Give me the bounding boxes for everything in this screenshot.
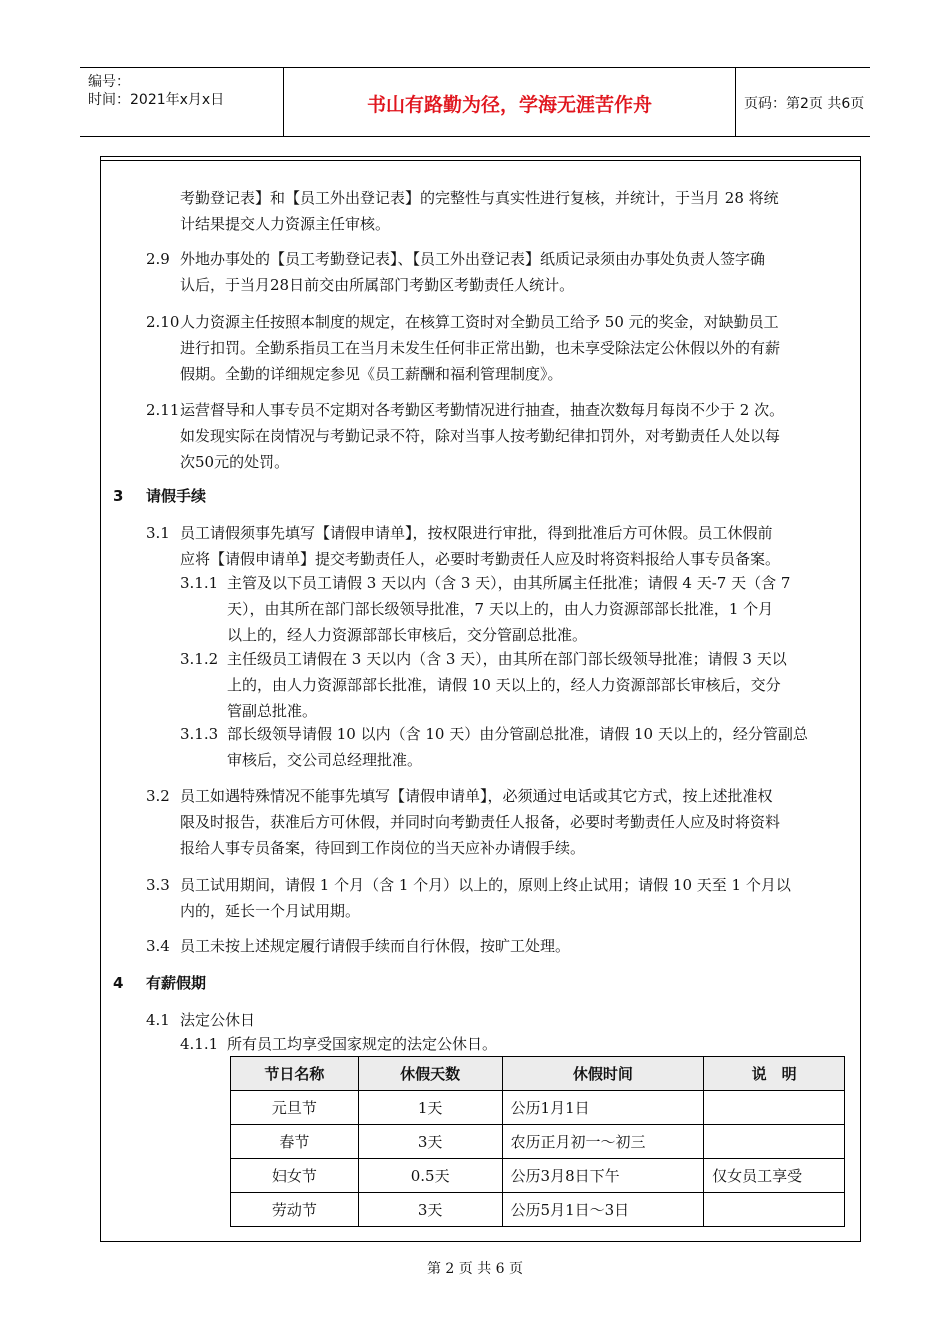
paragraph-line: 限及时报告，获准后方可休假，并同时向考勤责任人报备，必要时考勤责任人应及时将资料 (180, 813, 781, 831)
clause-number: 3.1.1 (180, 574, 219, 592)
paragraph-line: 员工如遇特殊情况不能事先填写【请假申请单】，必须通过电话或其它方式，按上述批准权 (180, 787, 773, 805)
paragraph-line: 假期。全勤的详细规定参见《员工薪酬和福利管理制度》。 (180, 365, 563, 383)
header-motto: 书山有路勤为径，学海无涯苦作舟 (366, 94, 652, 116)
table-cell: 春节 (231, 1125, 359, 1159)
table-row (231, 1159, 845, 1193)
clause-number: 3.3 (146, 876, 170, 894)
table-cell: 公历3月8日下午 (502, 1159, 704, 1193)
header-meta-cell (80, 68, 283, 136)
page-footer: 第 2 页 共 6 页 (426, 1261, 524, 1277)
paragraph-line: 员工请假须事先填写【请假申请单】，按权限进行审批，得到批准后方可休假。员工休假前 (180, 524, 773, 542)
paragraph-line: 以上的，经人力资源部部长审核后，交分管副总批准。 (227, 626, 588, 644)
paragraph-line: 报给人事专员备案，待回到工作岗位的当天应补办请假手续。 (180, 839, 586, 857)
table-cell: 1天 (358, 1091, 502, 1125)
clause-number: 3.1.3 (180, 725, 219, 743)
paragraph-line: 管副总批准。 (227, 702, 318, 720)
column-header: 休假时间 (502, 1057, 704, 1091)
header-page-info: 页码：第2页 共6页 (744, 96, 865, 112)
clause-number: 4.1 (146, 1011, 170, 1029)
table-cell: 妇女节 (231, 1159, 359, 1193)
table-cell: 3天 (358, 1193, 502, 1227)
clause-number: 3.4 (146, 937, 170, 955)
table-row (231, 1091, 845, 1125)
time-label: 时间：2021年x月x日 (88, 92, 225, 108)
header-motto-cell (283, 68, 736, 136)
paragraph-line: 主任级员工请假在 3 天以内（含 3 天），由其所在部门部长级领导批准；请假 3 天以 (227, 650, 787, 668)
section-number: 3 (113, 487, 124, 505)
serial-number-label: 编号： (88, 74, 130, 90)
column-header: 休假天数 (358, 1057, 502, 1091)
paragraph-line: 人力资源主任按照本制度的规定，在核算工资时对全勤员工给予 50 元的奖金，对缺勤员工 (180, 313, 779, 331)
paragraph-line: 应将【请假申请单】提交考勤责任人，必要时考勤责任人应及时将资料报给人事专员备案。 (180, 550, 781, 568)
holiday-table (230, 1056, 845, 1227)
paragraph-line: 部长级领导请假 10 以内（含 10 天）由分管副总批准，请假 10 天以上的，经分管副总 (227, 725, 808, 743)
paragraph-line: 运营督导和人事专员不定期对各考勤区考勤情况进行抽查，抽查次数每月每岗不少于 2 次。 (180, 401, 785, 419)
paragraph-line: 考勤登记表】和【员工外出登记表】的完整性与真实性进行复核，并统计，于当月 28 将统 (180, 189, 779, 207)
column-header: 说 明 (704, 1057, 845, 1091)
clause-number: 4.1.1 (180, 1035, 219, 1053)
section-title: 请假手续 (146, 487, 207, 505)
table-row (231, 1125, 845, 1159)
table-cell: 劳动节 (231, 1193, 359, 1227)
paragraph-line: 认后，于当月28日前交由所属部门考勤区考勤责任人统计。 (180, 276, 575, 294)
clause-number: 3.1 (146, 524, 170, 542)
table-cell: 仅女员工享受 (704, 1159, 845, 1193)
table-cell (704, 1125, 845, 1159)
table-cell: 3天 (358, 1125, 502, 1159)
paragraph-line: 所有员工均享受国家规定的法定公休日。 (227, 1035, 498, 1053)
paragraph-line: 进行扣罚。全勤系指员工在当月未发生任何非正常出勤，也未享受除法定公休假以外的有薪 (180, 339, 781, 357)
paragraph-line: 天），由其所在部门部长级领导批准，7 天以上的，由人力资源部部长批准，1 个月 (227, 600, 774, 618)
table-cell (704, 1091, 845, 1125)
table-cell: 元旦节 (231, 1091, 359, 1125)
paragraph-line: 如发现实际在岗情况与考勤记录不符，除对当事人按考勤纪律扣罚外，对考勤责任人处以每 (180, 427, 781, 445)
paragraph-line: 法定公休日 (180, 1011, 256, 1029)
table-cell: 公历5月1日～3日 (502, 1193, 704, 1227)
table-cell (704, 1193, 845, 1227)
paragraph-line: 员工试用期间，请假 1 个月（含 1 个月）以上的，原则上终止试用；请假 10 天至 1 个月以 (180, 876, 791, 894)
paragraph-line: 审核后，交公司总经理批准。 (227, 751, 423, 769)
frame-double-line (100, 160, 861, 161)
table-cell: 农历正月初一～初三 (502, 1125, 704, 1159)
clause-number: 2.11 (146, 401, 180, 419)
table-row (231, 1193, 845, 1227)
column-header: 节日名称 (231, 1057, 359, 1091)
paragraph-line: 上的，由人力资源部部长批准，请假 10 天以上的，经人力资源部部长审核后，交分 (227, 676, 781, 694)
paragraph-line: 员工未按上述规定履行请假手续而自行休假，按旷工处理。 (180, 937, 571, 955)
page-header (80, 67, 870, 137)
table-cell: 公历1月1日 (502, 1091, 704, 1125)
paragraph-line: 外地办事处的【员工考勤登记表】、【员工外出登记表】纸质记录须由办事处负责人签字确 (180, 250, 766, 268)
section-title: 有薪假期 (146, 974, 207, 992)
paragraph-line: 次50元的处罚。 (180, 453, 290, 471)
table-header-row (231, 1057, 845, 1091)
paragraph-line: 计结果提交人力资源主任审核。 (180, 215, 391, 233)
clause-number: 2.10 (146, 313, 180, 331)
paragraph-line: 主管及以下员工请假 3 天以内（含 3 天），由其所属主任批准；请假 4 天-7 天（含 7 (227, 574, 791, 592)
paragraph-line: 内的，延长一个月试用期。 (180, 902, 361, 920)
table-cell: 0.5天 (358, 1159, 502, 1193)
clause-number: 3.1.2 (180, 650, 219, 668)
header-page-cell (734, 68, 870, 136)
section-number: 4 (113, 974, 124, 992)
clause-number: 2.9 (146, 250, 170, 268)
clause-number: 3.2 (146, 787, 170, 805)
